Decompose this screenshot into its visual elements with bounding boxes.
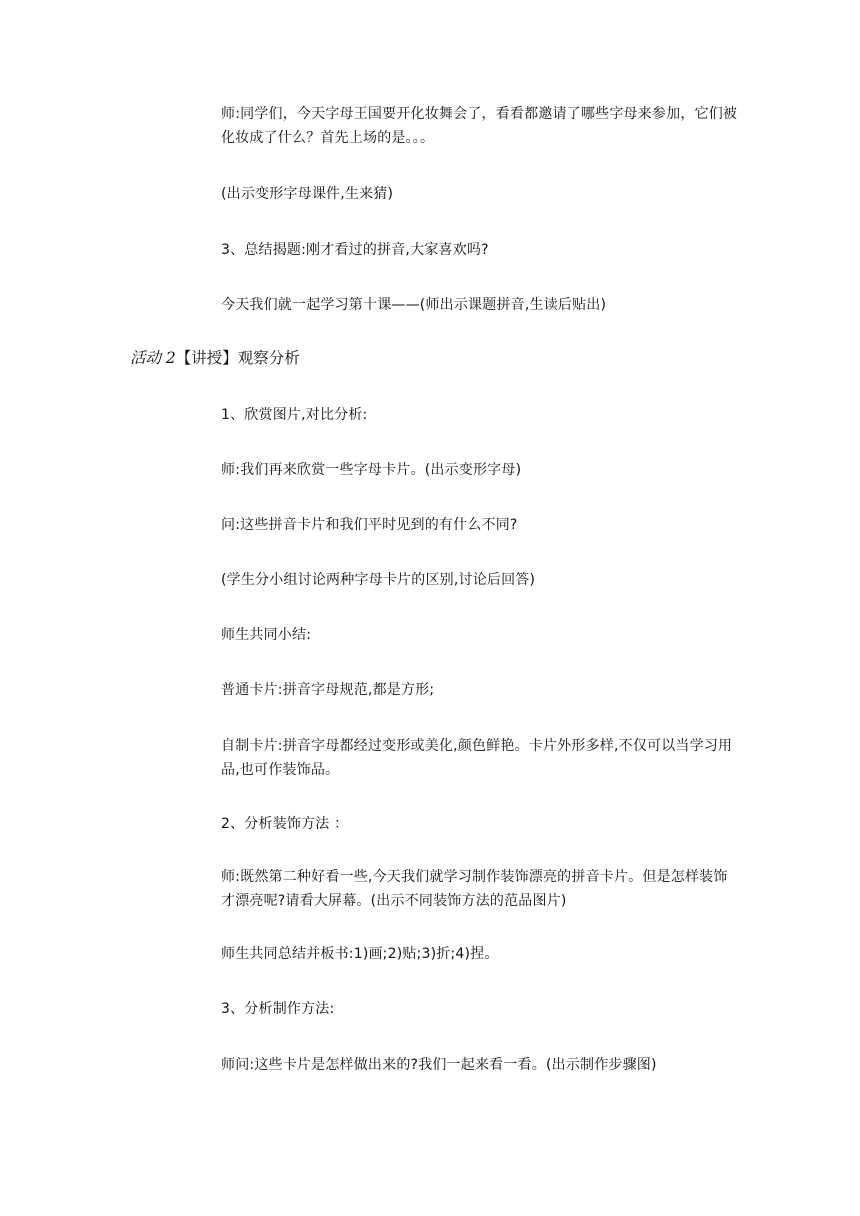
paragraph-courseware: (出示变形字母课件,生来猜) [221,186,394,202]
paragraph-step-1: 1、欣赏图片,对比分析: [221,407,368,423]
paragraph-group-discussion: (学生分小组讨论两种字母卡片的区别,讨论后回答) [221,572,536,588]
activity-number: 活动 2 [130,349,176,367]
paragraph-decoration: 师:既然第二种好看一些,今天我们就学习制作装饰漂亮的拼音卡片。但是怎样装饰才漂亮呢?请看大屏幕。(出示不同装饰方法的范品图片) [221,869,728,909]
paragraph-step-3: 3、分析制作方法: [221,1001,335,1017]
paragraph-question: 问:这些拼音卡片和我们平时见到的有什么不同? [221,517,518,533]
paragraph-teacher-cards: 师:我们再来欣赏一些字母卡片。(出示变形字母) [221,462,522,478]
activity-heading [130,346,300,370]
paragraph-conclusion-label: 师生共同小结: [221,627,312,643]
paragraph-normal-card: 普通卡片:拼音字母规范,都是方形; [221,682,435,698]
activity-title: 【讲授】观察分析 [175,349,300,367]
paragraph-step-2: 2、分析装饰方法 ： [221,816,349,832]
paragraph-making-steps: 师问:这些卡片是怎样做出来的?我们一起来看一看。(出示制作步骤图) [221,1057,657,1073]
paragraph-board-summary: 师生共同总结并板书:1)画;2)贴;3)折;4)捏。 [221,946,499,962]
paragraph-lesson-topic: 今天我们就一起学习第十课——(师出示课题拼音,生读后贴出) [221,297,607,313]
paragraph-custom-card: 自制卡片:拼音字母都经过变形或美化,颜色鲜艳。卡片外形多样,不仅可以当学习用品,也可作装饰品。 [221,738,733,778]
paragraph-summary: 3、总结揭题:刚才看过的拼音,大家喜欢吗? [221,242,489,258]
paragraph-intro: 师:同学们，今天字母王国要开化妆舞会了，看看都邀请了哪些字母来参加，它们被化妆成了什么？首先上场的是。。。 [221,106,738,146]
